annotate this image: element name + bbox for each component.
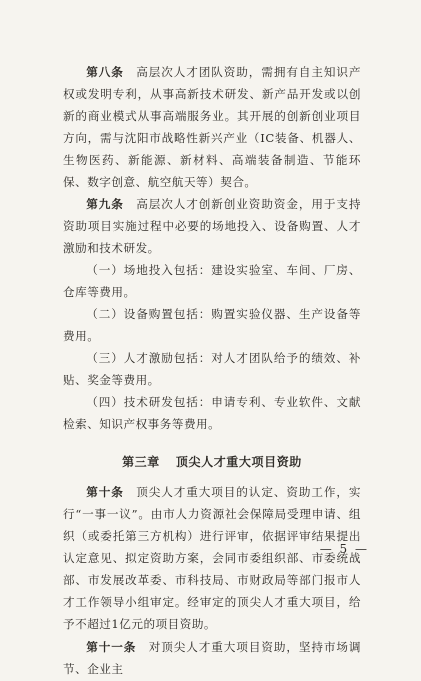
chapter-heading [63, 453, 361, 470]
article-9-item-1: （一）场地投入包括：建设实验室、车间、厂房、仓库等费用。 [63, 263, 361, 300]
article-8 [63, 62, 361, 193]
article-11 [63, 637, 361, 681]
page-number: — 5 — [319, 542, 369, 556]
article-10-label: 第十条 [86, 485, 124, 500]
article-9-item-3: （三）人才激励包括：对人才团队给予的绩效、补贴、奖金等费用。 [63, 350, 361, 387]
article-9-text: 高层次人才创新创业资助资金，用于支持资助项目实施过程中必要的场地投入、设备购置、人才激励和技术研发。 [63, 197, 361, 256]
article-11-text: 对顶尖人才重大项目资助，坚持市场调节、企业主 [63, 639, 361, 676]
article-10-text: 顶尖人才重大项目的认定、资助工作，实行“一事一议”。由市人力资源社会保障局受理申请、组织（或委托第三方机构）进行评审，依据评审结果提出认定意见、拟定资助方案，会同市委组织部、市委统战部、市发展改革委、市科技局、市财政局等部门报市人才工作领导小组审定。经审定的顶尖人才重大项目，给予不超过1亿元的项目资助。 [63, 485, 361, 631]
article-8-text: 高层次人才团队资助，需拥有自主知识产权或发明专利，从事高新技术研发、新产品开发或以创新的商业模式从事高端服务业。其开展的创新创业项目方向，需与沈阳市战略性新兴产业（IC装备、机器人、生物医药、新能源、新材料、高端装备制造、节能环保、数字创意、航空航天等）契合。 [63, 65, 361, 189]
article-9-label: 第九条 [86, 197, 124, 212]
chapter-number: 第三章 [122, 455, 160, 470]
article-9 [63, 194, 361, 260]
article-9-item-2: （二）设备购置包括：购置实验仪器、生产设备等费用。 [63, 306, 361, 343]
article-10 [63, 482, 361, 635]
chapter-title: 顶尖人才重大项目资助 [175, 455, 302, 470]
article-8-label: 第八条 [86, 65, 124, 79]
article-11-label: 第十一条 [86, 639, 137, 654]
article-9-item-4: （四）技术研发包括：申请专利、专业软件、文献检索、知识产权事务等费用。 [63, 394, 361, 431]
